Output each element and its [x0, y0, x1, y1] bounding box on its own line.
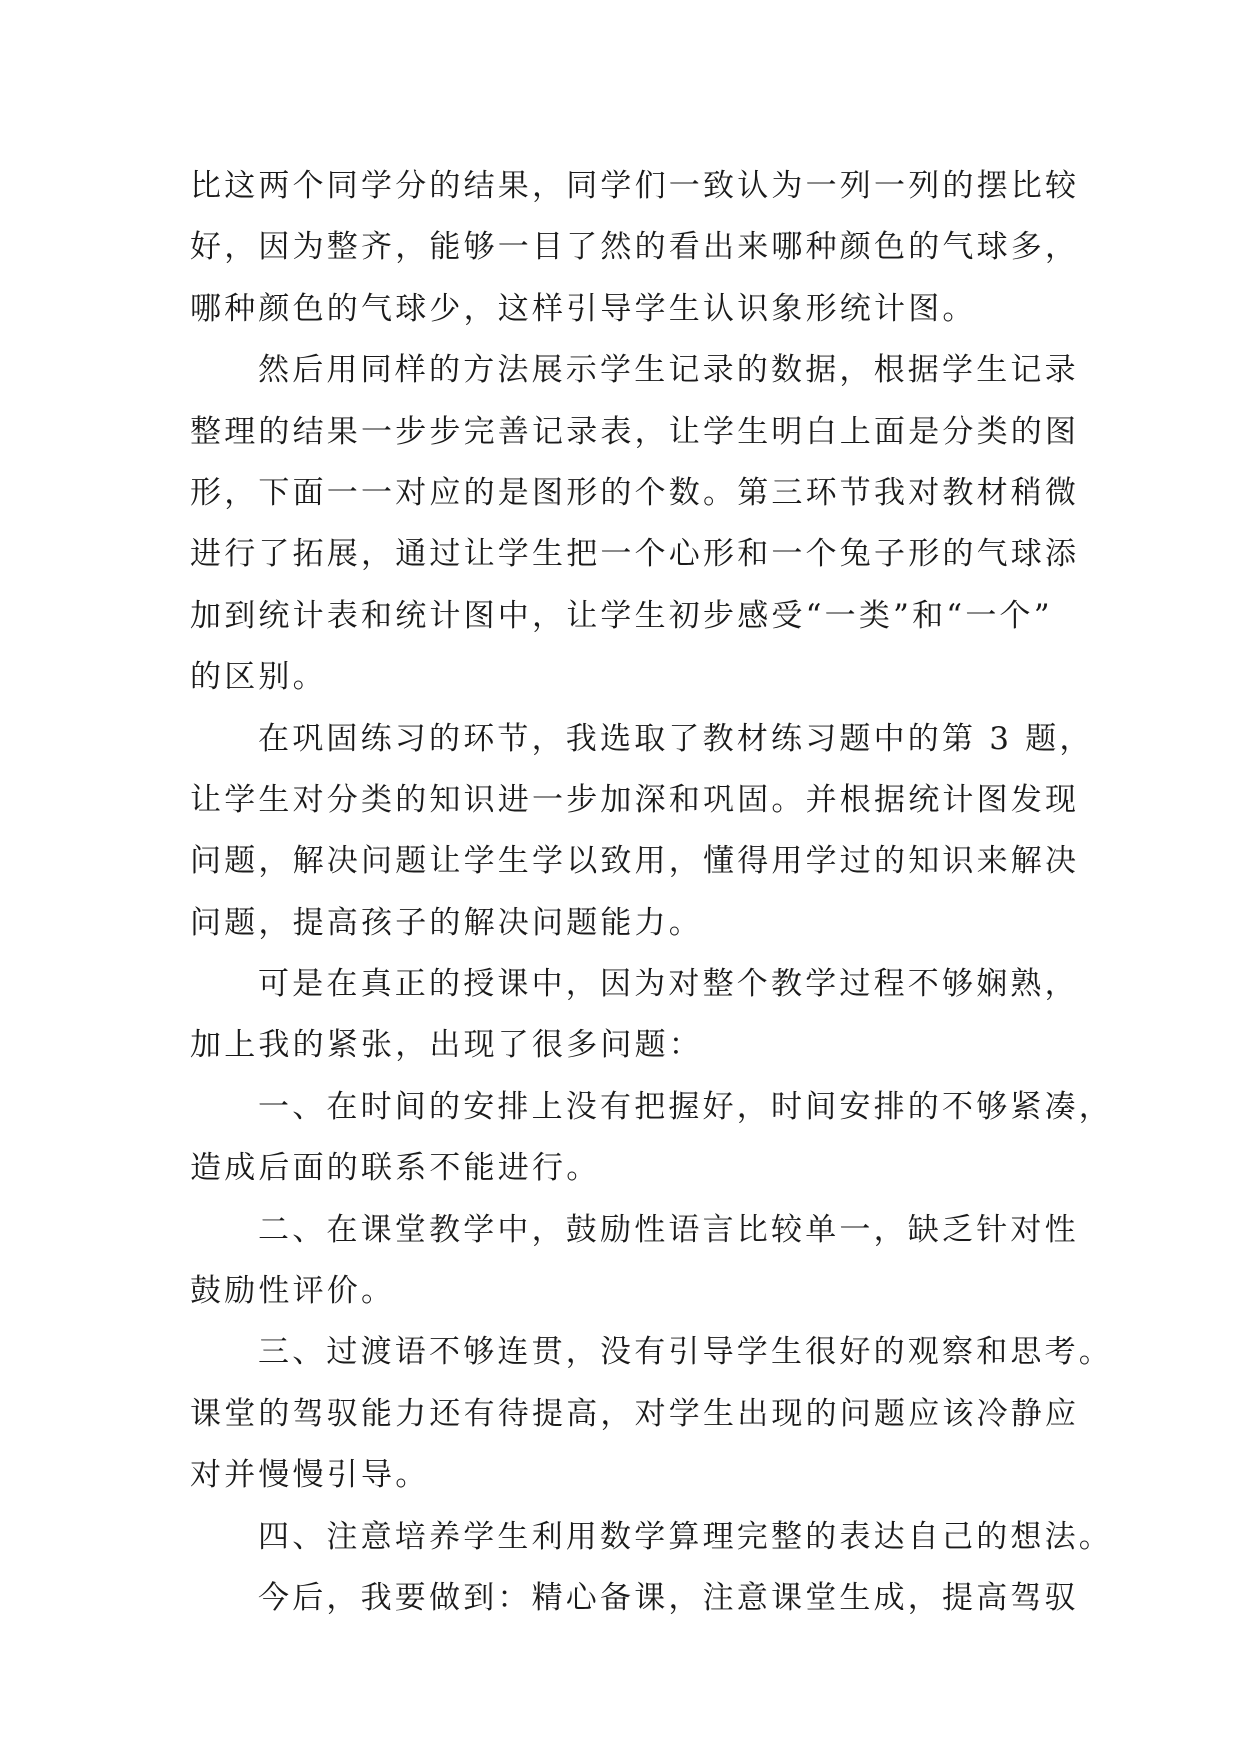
- text-line: 二、在课堂教学中，鼓励性语言比较单一，缺乏针对性: [258, 1211, 1079, 1248]
- text-line: 问题，提高孩子的解决问题能力。: [190, 904, 703, 941]
- text-line: 进行了拓展，通过让学生把一个心形和一个兔子形的气球添: [190, 536, 1080, 573]
- text-line: 对并慢慢引导。: [190, 1457, 430, 1494]
- text-line: 形，下面一一对应的是图形的个数。第三环节我对教材稍微: [190, 474, 1080, 511]
- text-line: 问题，解决问题让学生学以致用，懂得用学过的知识来解决: [190, 843, 1080, 880]
- text-line: 哪种颜色的气球少，这样引导学生认识象形统计图。: [190, 290, 977, 327]
- text-line: 的区别。: [190, 659, 327, 696]
- body-text: [190, 156, 1113, 1629]
- text-line: 鼓励性评价。: [190, 1273, 396, 1310]
- text-line: 加上我的紧张，出现了很多问题：: [190, 1027, 703, 1064]
- text-line: 好，因为整齐，能够一目了然的看出来哪种颜色的气球多，: [190, 229, 1080, 266]
- text-line: 可是在真正的授课中，因为对整个教学过程不够娴熟，: [258, 966, 1079, 1003]
- text-line: 加到统计表和统计图中，让学生初步感受“一类”和“一个”: [190, 597, 1053, 634]
- text-line: 课堂的驾驭能力还有待提高，对学生出现的问题应该冷静应: [190, 1395, 1080, 1432]
- text-line: 让学生对分类的知识进一步加深和巩固。并根据统计图发现: [190, 781, 1080, 818]
- text-line: 比这两个同学分的结果，同学们一致认为一列一列的摆比较: [190, 168, 1080, 204]
- text-line: 一、在时间的安排上没有把握好，时间安排的不够紧凑，: [258, 1088, 1113, 1125]
- text-line: 三、过渡语不够连贯，没有引导学生很好的观察和思考。: [258, 1334, 1113, 1371]
- text-line: 造成后面的联系不能进行。: [190, 1150, 601, 1187]
- text-line: 今后，我要做到：精心备课，注意课堂生成，提高驾驭: [258, 1579, 1079, 1616]
- text-line: 在巩固练习的环节，我选取了教材练习题中的第 3 题，: [258, 720, 1094, 757]
- text-line: 然后用同样的方法展示学生记录的数据，根据学生记录: [258, 352, 1079, 389]
- text-line: 整理的结果一步步完善记录表，让学生明白上面是分类的图: [190, 413, 1080, 450]
- text-line: 四、注意培养学生利用数学算理完整的表达自己的想法。: [258, 1518, 1113, 1555]
